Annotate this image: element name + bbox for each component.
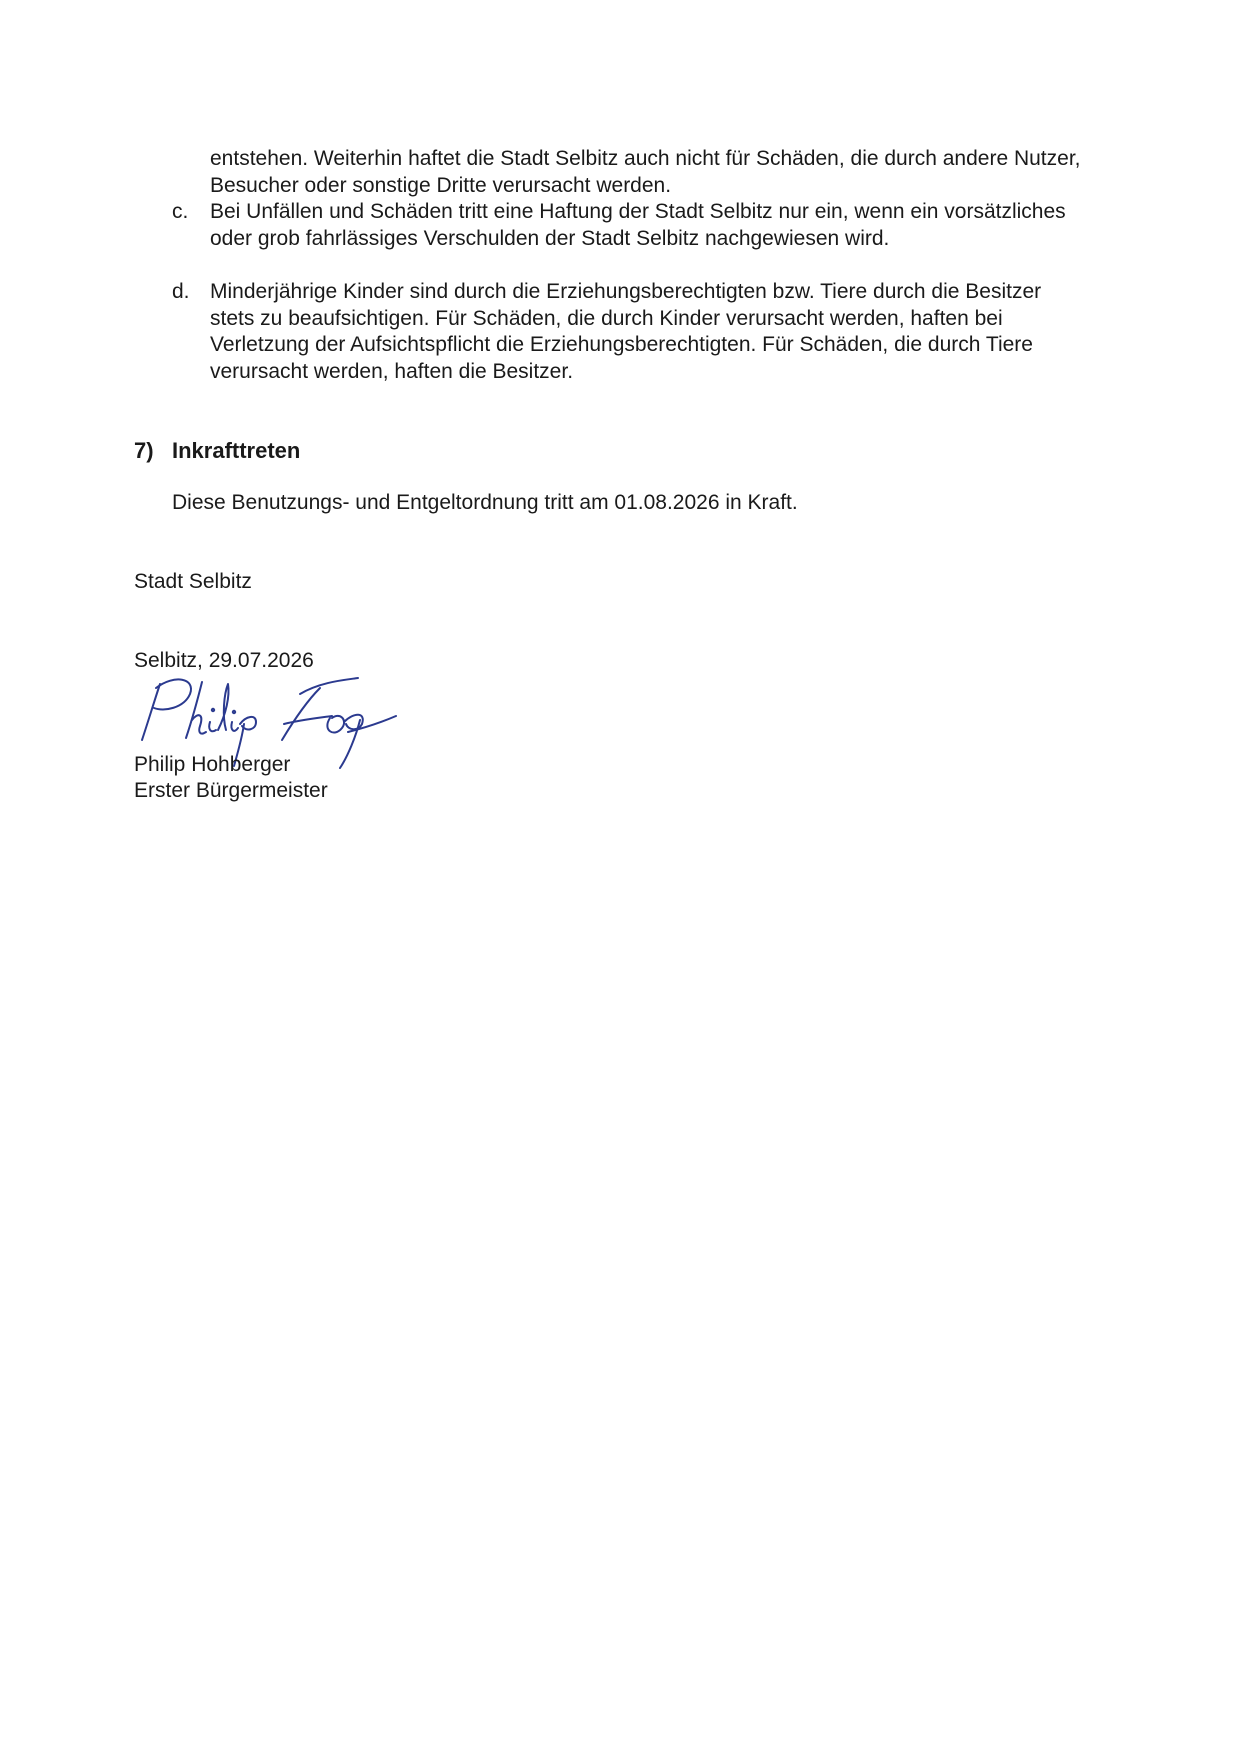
section-6-continuation: entstehen. Weiterhin haftet die Stadt Selbitz auch nicht für Schäden, die durch andere Nutzer, Besucher oder sonstige Dritte verursacht werden. xyxy=(210,147,1081,197)
list-item-text: Minderjährige Kinder sind durch die Erziehungsberechtigten bzw. Tiere durch die Besitzer stets zu beaufsichtigen. Für Schäden, die durch Kinder verursacht werden, haften bei Verletzung der Aufsichtspflicht die Erziehungsberechtigten. Für Schäden, die durch Tiere verursacht werden, haften die Besitzer. xyxy=(210,280,1042,383)
list-marker: c. xyxy=(172,200,189,223)
signer-name: Philip Hohberger xyxy=(134,753,291,776)
section-7-heading xyxy=(134,438,300,465)
section-title: Inkrafttreten xyxy=(172,438,301,463)
issuing-authority: Stadt Selbitz xyxy=(134,570,252,593)
section-7-body: Diese Benutzungs- und Entgeltordnung tritt am 01.08.2026 in Kraft. xyxy=(172,491,798,514)
section-number: 7) xyxy=(134,438,154,463)
signer-title: Erster Bürgermeister xyxy=(134,779,328,802)
list-marker: d. xyxy=(172,280,190,303)
place-and-date: Selbitz, 29.07.2026 xyxy=(134,649,314,672)
list-item-text: Bei Unfällen und Schäden tritt eine Haftung der Stadt Selbitz nur ein, wenn ein vorsätzliches oder grob fahrlässiges Verschulden der Stadt Selbitz nachgewiesen wird. xyxy=(210,200,1066,250)
